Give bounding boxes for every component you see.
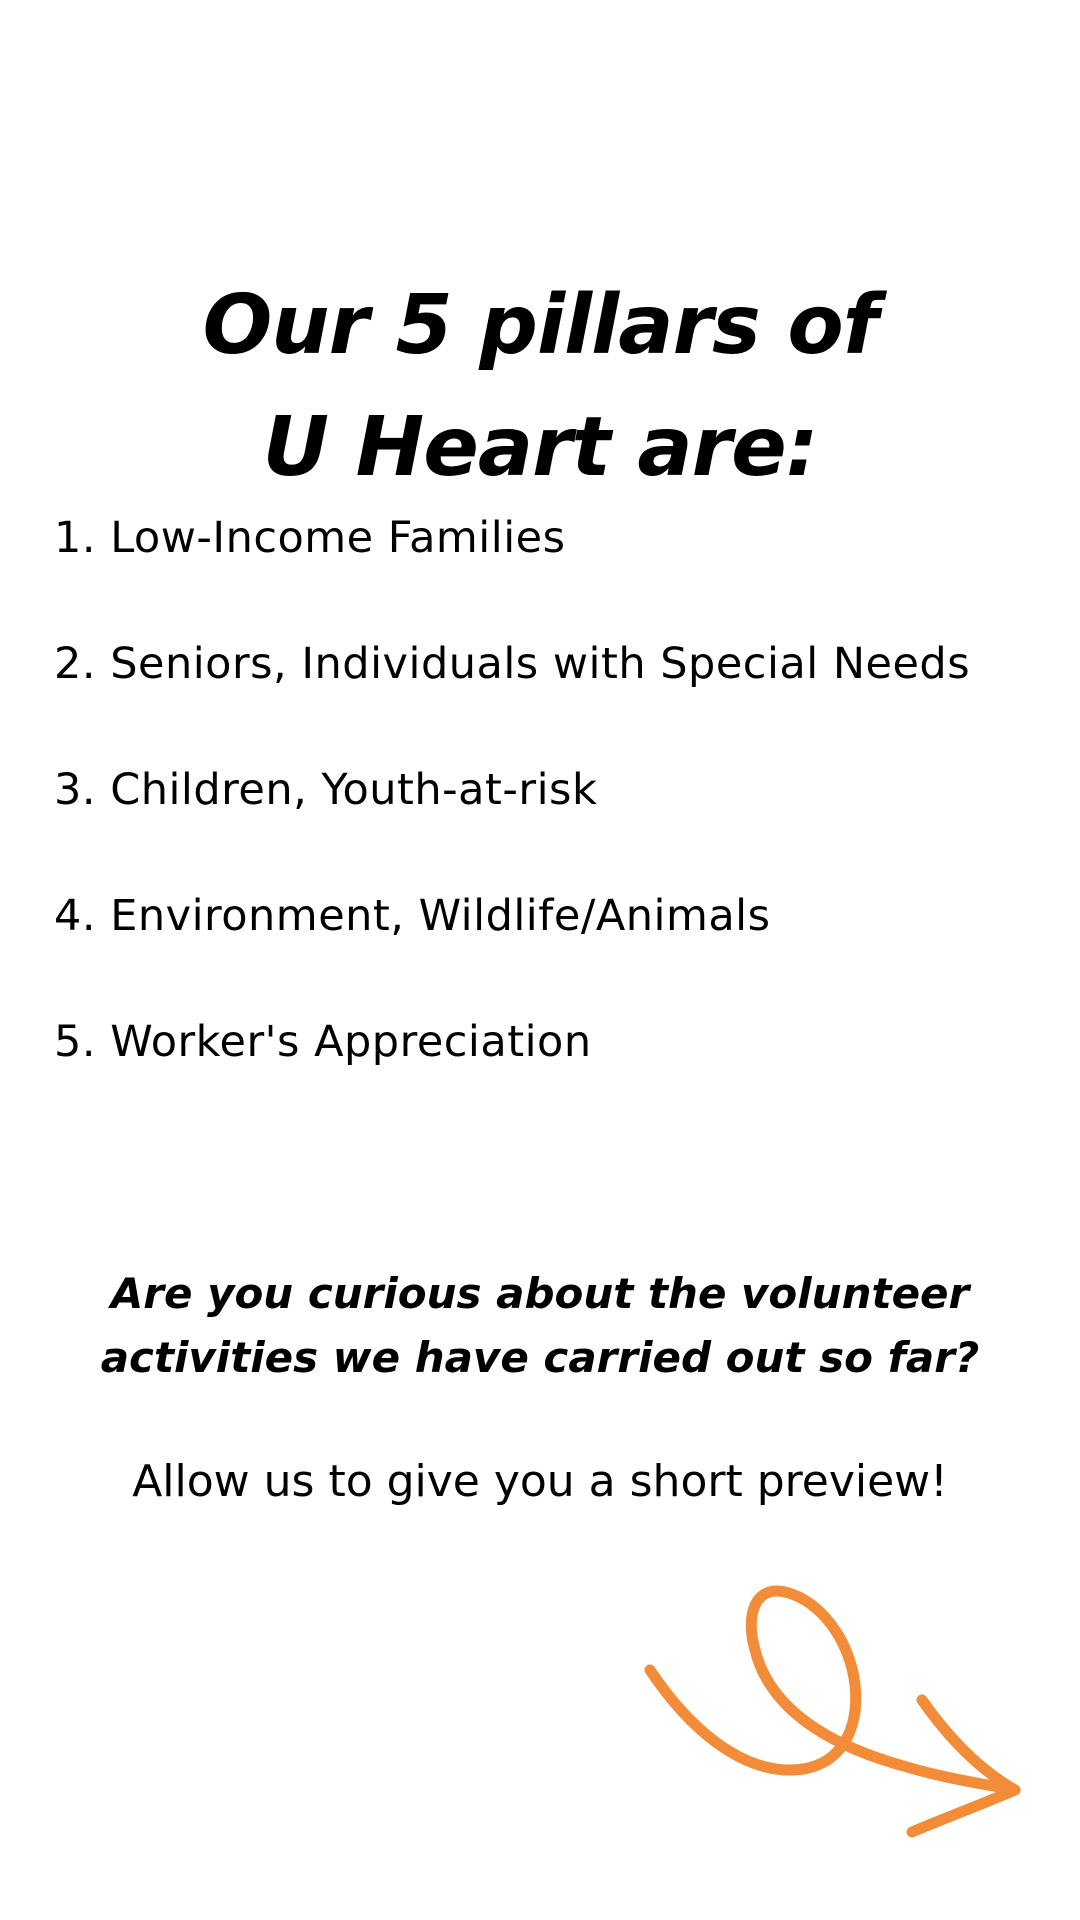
- page-title: [0, 265, 1080, 509]
- list-item: 3. Children, Youth-at-risk: [54, 765, 598, 815]
- title-line-1: Our 5 pillars of: [202, 277, 878, 373]
- preview-text: Allow us to give you a short preview!: [132, 1456, 948, 1507]
- question-line-2: activities we have carried out so far?: [100, 1333, 980, 1382]
- question-line-1: Are you curious about the volunteer: [110, 1269, 970, 1318]
- arrow-head-stroke: [912, 1700, 1015, 1832]
- pillars-list: [54, 508, 1054, 1138]
- curiosity-question: [0, 1262, 1080, 1390]
- list-item: 2. Seniors, Individuals with Special Needs: [54, 639, 971, 689]
- list-item: 5. Worker's Appreciation: [54, 1017, 592, 1067]
- arrow-loop-stroke: [650, 1591, 1015, 1790]
- list-item: 1. Low-Income Families: [54, 513, 566, 563]
- list-item: 4. Environment, Wildlife/Animals: [54, 891, 771, 941]
- title-line-2: U Heart are:: [262, 399, 818, 495]
- curly-arrow-icon: [630, 1570, 1030, 1840]
